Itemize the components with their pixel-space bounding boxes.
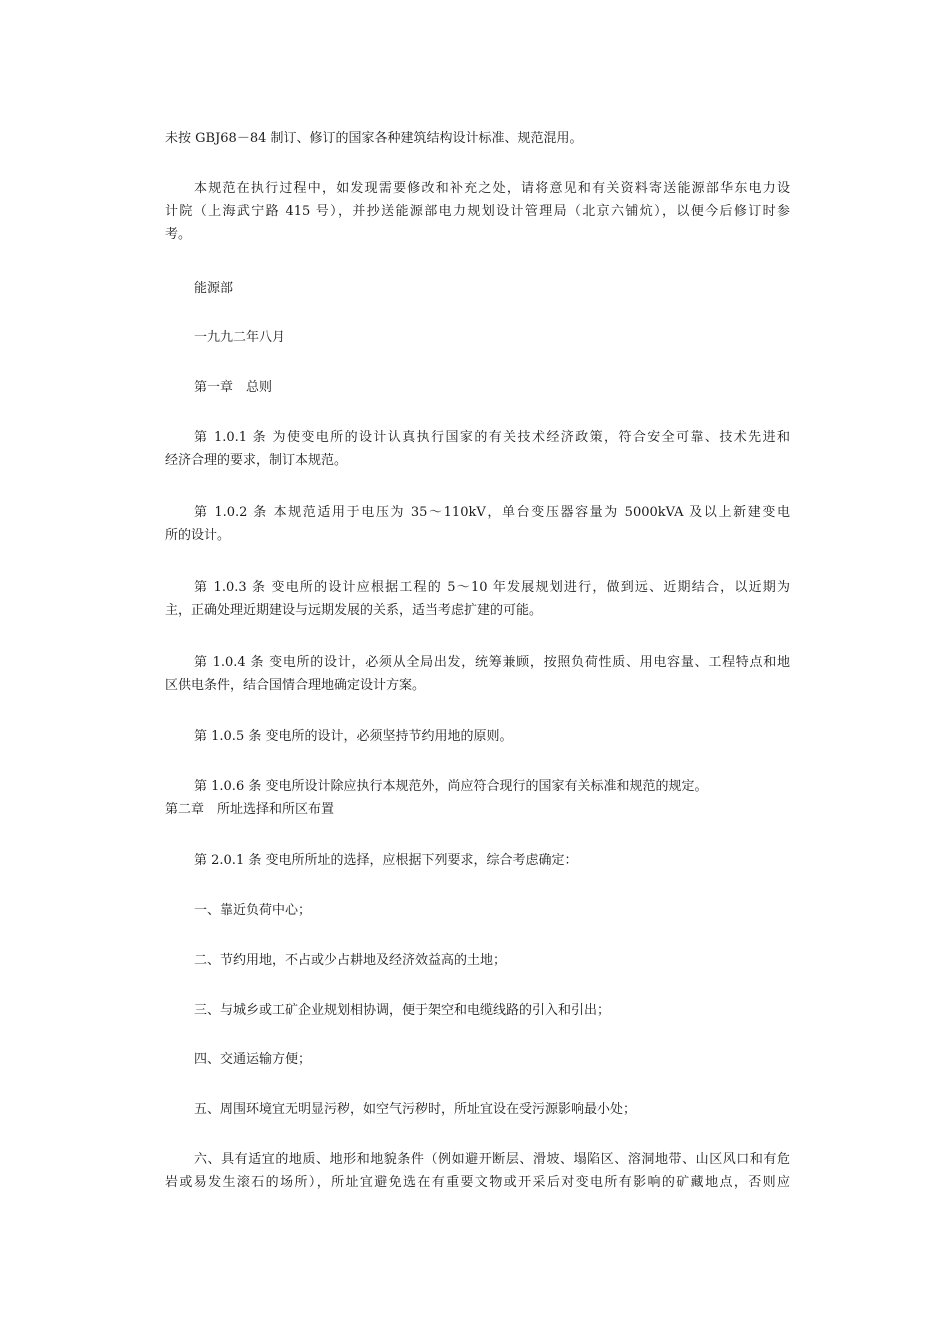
chapter-2-heading — [165, 798, 790, 821]
list-item-2 — [165, 949, 790, 972]
text-line: 五、周围环境宜无明显污秽，如空气污秽时，所址宜设在受污源影响最小处； — [194, 1102, 637, 1117]
article-1-0-4 — [165, 651, 790, 697]
article-1-0-2 — [165, 501, 790, 547]
list-item-3 — [165, 999, 790, 1022]
text-line: 计院（上海武宁路 415 号），并抄送能源部电力规划设计管理局（北京六铺炕），以便今后修订时参 — [165, 204, 790, 219]
list-item-6 — [165, 1148, 790, 1194]
text-line: 三、与城乡或工矿企业规划相协调，便于架空和电缆线路的引入和引出； — [194, 1003, 611, 1018]
paragraph-feedback-request — [165, 177, 790, 246]
list-item-4 — [165, 1048, 790, 1071]
article-1-0-3 — [165, 576, 790, 622]
text-line: 第 1.0.4 条 变电所的设计，必须从全局出发，统筹兼顾，按照负荷性质、用电容量、工程特点和地 — [194, 655, 790, 670]
text-line: 能源部 — [194, 281, 234, 296]
text-line: 第 2.0.1 条 变电所所址的选择，应根据下列要求，综合考虑确定： — [194, 853, 578, 868]
article-1-0-6 — [165, 775, 790, 798]
text-line: 第一章 总则 — [194, 380, 273, 395]
text-line: 第 1.0.1 条 为使变电所的设计认真执行国家的有关技术经济政策，符合安全可靠、技术先进和 — [194, 430, 790, 445]
text-line: 第 1.0.5 条 变电所的设计，必须坚持节约用地的原则。 — [194, 729, 513, 744]
article-1-0-5 — [165, 725, 790, 748]
text-line: 一九九二年八月 — [194, 330, 286, 345]
paragraph-issuer — [165, 277, 790, 300]
text-line: 考。 — [165, 227, 192, 242]
text-line: 第 1.0.6 条 变电所设计除应执行本规范外，尚应符合现行的国家有关标准和规范的规定。 — [194, 779, 708, 794]
text-line: 岩或易发生滚石的场所），所址宜避免选在有重要文物或开采后对变电所有影响的矿藏地点，否则应 — [165, 1175, 790, 1190]
text-line: 四、交通运输方便； — [194, 1052, 312, 1067]
text-line: 第 1.0.2 条 本规范适用于电压为 35～110kV，单台变压器容量为 5000kVA 及以上新建变电 — [194, 505, 790, 520]
text-line: 第二章 所址选择和所区布置 — [165, 802, 335, 817]
text-line: 一、靠近负荷中心； — [194, 903, 312, 918]
text-line: 六、具有适宜的地质、地形和地貌条件（例如避开断层、滑坡、塌陷区、溶洞地带、山区风口和有危 — [194, 1152, 790, 1167]
text-line: 第 1.0.3 条 变电所的设计应根据工程的 5～10 年发展规划进行，做到远、近期结合，以近期为 — [194, 580, 790, 595]
text-line: 所的设计。 — [165, 528, 231, 543]
text-line: 主，正确处理近期建设与远期发展的关系，适当考虑扩建的可能。 — [165, 603, 543, 618]
paragraph-mixed-use-note — [165, 127, 790, 150]
article-2-0-1 — [165, 849, 790, 872]
text-line: 经济合理的要求，制订本规范。 — [165, 453, 348, 468]
text-line: 区供电条件，结合国情合理地确定设计方案。 — [165, 678, 426, 693]
text-line: 本规范在执行过程中，如发现需要修改和补充之处，请将意见和有关资料寄送能源部华东电力设 — [194, 181, 790, 196]
list-item-5 — [165, 1098, 790, 1121]
chapter-1-heading — [165, 376, 790, 399]
text-line: 二、节约用地，不占或少占耕地及经济效益高的土地； — [194, 953, 507, 968]
list-item-1 — [165, 899, 790, 922]
paragraph-date — [165, 326, 790, 349]
article-1-0-1 — [165, 426, 790, 472]
text-line: 未按 GBJ68－84 制订、修订的国家各种建筑结构设计标准、规范混用。 — [165, 131, 583, 146]
